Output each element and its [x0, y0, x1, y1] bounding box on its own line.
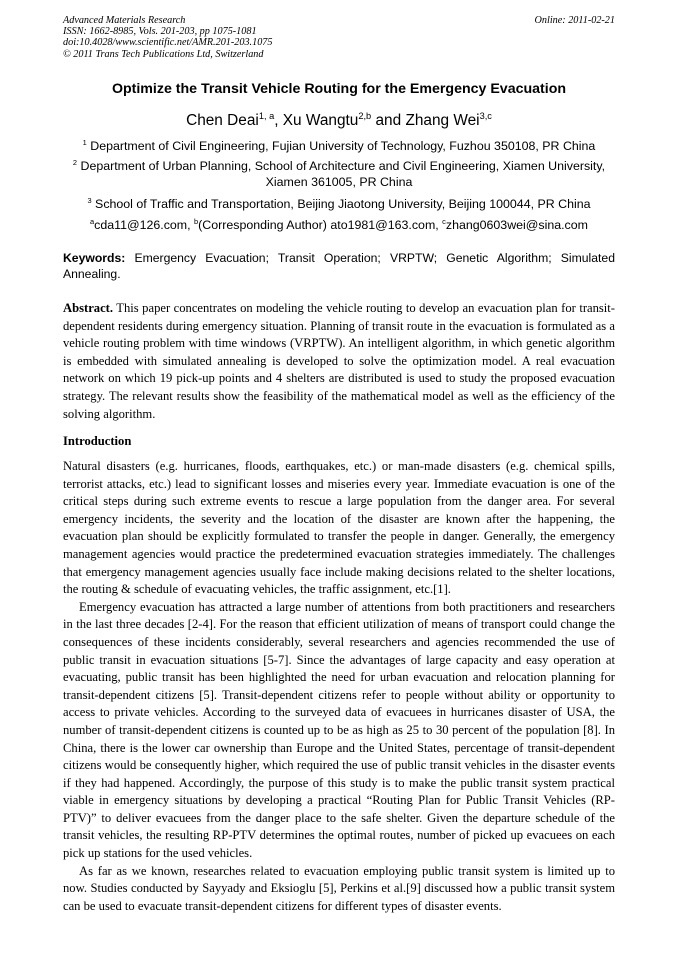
author-list [63, 112, 615, 130]
email-mark: a [90, 216, 95, 226]
paragraph: Emergency evacuation has attracted a large number of attentions from both practitioners and researchers in the last three decades [2-4]. For the reason that efficient utilization of means of transport could change the consequences of these incidents considerably, several researchers and agencies recommended the use of public transit in evacuation situations [5-7]. Since the advantages of large capacity and easy operation at evacuating, public transit has been highlighted the need for urban evacuation and relocation planning for transit-dependent citizens [5]. Transit-dependent citizens refer to people without ability or opportunity to access to private vehicles. According to the surveyed data of evacuees in hurricanes disaster of USA, the number of transit-dependent citizens is counted up to be as high as 25 to 30 percent of the population [8]. In China, there is the lower car ownership than Europe and the United States, percentage of transit-dependent citizens would be consequently higher, which required the use of public transit vehicles in the disaster events if they had happened. Accordingly, the purpose of this study is to make the public transit system practical viable in emergency situations by developing a practical “Routing Plan for Public Transit Vehicles (RP-PTV)” to deliver evacuees from the danger place to the safe shelter. Given the departure schedule of the transit vehicles, the resulting RP-PTV determines the optimal routes, number of picked up evacuees on each pick up stations for the used vehicles. [63, 599, 615, 861]
email-text: (Corresponding Author) ato1981@163.com, [198, 218, 443, 232]
abstract [63, 300, 615, 423]
doi-line: doi:10.4028/www.scientific.net/AMR.201-203.1075 [63, 37, 273, 49]
affiliation-text: Department of Civil Engineering, Fujian University of Technology, Fuzhou 350108, PR China [86, 139, 596, 153]
author-affiliation-mark: 2,b [358, 110, 372, 121]
affiliation-text: Department of Urban Planning, School of Architecture and Civil Engineering, Xiamen University, Xiamen 361005, PR China [77, 159, 606, 189]
keywords [63, 251, 615, 282]
author-separator: and [371, 112, 406, 129]
affiliation-2 [63, 158, 615, 190]
introduction-body [63, 458, 615, 915]
affiliation-text: School of Traffic and Transportation, Beijing Jiaotong University, Beijing 100044, PR China [91, 197, 591, 211]
paper-title: Optimize the Transit Vehicle Routing for the Emergency Evacuation [111, 81, 567, 97]
affiliation-1 [63, 138, 615, 154]
email-mark: c [442, 216, 446, 226]
section-heading-introduction: Introduction [63, 434, 132, 448]
issn-line: ISSN: 1662-8985, Vols. 201-203, pp 1075-1081 [63, 26, 257, 38]
keywords-text: Emergency Evacuation; Transit Operation; VRPTW; Genetic Algorithm; Simulated Annealing. [63, 251, 615, 281]
author-separator: , [274, 112, 283, 129]
affiliation-mark: 2 [72, 157, 78, 167]
journal-name: Advanced Materials Research [63, 15, 186, 26]
affiliation-mark: 1 [82, 137, 87, 147]
keywords-label: Keywords: [63, 251, 126, 265]
author-name: Chen Deai [186, 112, 259, 129]
email-text: zhang0603wei@sina.com [445, 218, 588, 232]
email-text: cda11@126.com, [94, 218, 194, 232]
email-mark: b [194, 216, 199, 226]
abstract-label: Abstract. [63, 301, 114, 315]
author-affiliation-mark: 1, a [258, 110, 275, 121]
email-line [63, 217, 615, 233]
author-name: Xu Wangtu [282, 112, 359, 129]
online-date: Online: 2011-02-21 [534, 15, 615, 26]
author-name: Zhang Wei [405, 112, 480, 129]
affiliation-3 [63, 196, 615, 212]
journal-header [63, 15, 615, 60]
paragraph: Natural disasters (e.g. hurricanes, floods, earthquakes, etc.) or man-made disasters (e.g. chemical spills, terrorist attacks, etc.) lead to significant losses and miseries every year. Immediate evacuation is one of the critical steps during such extreme events to rescue a large population from the danger area. For several emergency incidents, the severity and the location of the disaster are known after the happening, the evacuation plan should be explicitly formulated to transfer the people in danger. Generally, the emergency management agencies would practice the predetermined evacuation strategies immediately. The challenges that emergency management agencies usually face include making decisions related to the shelter locations, the routing & schedule of evacuating vehicles, the traffic assignment, etc.[1]. [63, 459, 615, 597]
paragraph: As far as we known, researches related to evacuation employing public transit system is limited up to now. Studies conducted by Sayyady and Eksioglu [5], Perkins et al.[9] discussed how a public transit system can be used to evacuate transit-dependent citizens for different types of disaster events. [63, 863, 615, 913]
author-affiliation-mark: 3,c [479, 110, 492, 121]
affiliation-mark: 3 [87, 195, 92, 205]
abstract-text: This paper concentrates on modeling the vehicle routing to develop an evacuation plan for transit-dependent residents during emergency situation. Planning of transit route in the evacuation is formulated as a vehicle routing problem with time windows (VRPTW). An intelligent algorithm, in which genetic algorithm is embedded with simulated annealing is developed to solve the optimization model. A real evacuation network on which 19 pick-up points and 4 shelters are distributed is used to study the proposed evacuation strategy. The relevant results show the feasibility of the mathematical model as well as the efficiency of the solving algorithm. [63, 301, 615, 421]
copyright-line: © 2011 Trans Tech Publications Ltd, Switzerland [63, 48, 264, 60]
